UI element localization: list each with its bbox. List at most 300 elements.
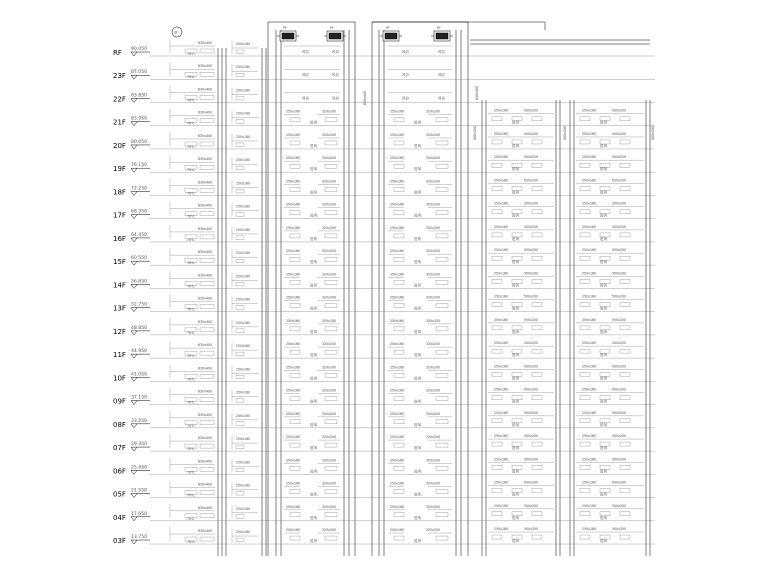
inlet-label: 进风 (512, 306, 520, 311)
floor-elevation: 60.550 (131, 256, 148, 262)
size-label: 500x200 (612, 294, 627, 299)
inlet-label: 进风 (310, 120, 318, 125)
floor-label: 22F (113, 95, 126, 104)
floor-label: 14F (113, 281, 126, 290)
damper-box (620, 372, 630, 376)
inlet-label: 进风 (512, 213, 520, 218)
size-label: 250x160 (286, 528, 301, 533)
size-label: 320x200 (426, 318, 441, 323)
floor-label: 11F (113, 351, 126, 360)
size-label: 250x160 (236, 413, 251, 418)
inlet-label: 进风 (414, 515, 422, 520)
size-label: 250x160 (236, 390, 251, 395)
size-label: 500x200 (524, 527, 539, 532)
duct-size-label: 630x400 (198, 529, 213, 534)
size-label: 250x160 (236, 111, 251, 116)
size-label: 500x200 (612, 387, 627, 392)
inlet-label: 进风 (512, 539, 520, 544)
damper-box (580, 465, 590, 469)
inlet-label: 进风 (310, 306, 318, 311)
floor-label: 12F (113, 327, 126, 336)
damper-box (436, 350, 448, 354)
damper-box (236, 329, 244, 333)
damper-box (580, 140, 590, 144)
elevation-marker (131, 354, 137, 358)
size-label: 250x160 (286, 504, 301, 509)
size-label: 500x200 (524, 271, 539, 276)
damper-box (394, 490, 404, 494)
size-label: 250x160 (582, 271, 597, 276)
damper-box (200, 188, 214, 192)
size-label: 320x200 (322, 202, 337, 207)
damper-box (325, 373, 337, 377)
inlet-label: 进风 (512, 167, 520, 172)
damper-box (325, 490, 337, 494)
inlet-label: 进风 (600, 353, 608, 358)
riser-label: 风井 (402, 50, 410, 54)
damper-box (236, 73, 244, 77)
size-label: 320x200 (322, 179, 337, 184)
size-label: 250x160 (390, 202, 405, 207)
size-label: 250x160 (582, 224, 597, 229)
duct-size-label: 630x400 (198, 180, 213, 185)
size-label: 320x200 (426, 342, 441, 347)
size-label: 320x200 (322, 528, 337, 533)
size-label: 250x160 (494, 364, 509, 369)
floor-elevation: 52.750 (131, 302, 148, 308)
damper-label: 70℃ (187, 98, 195, 103)
size-label: 250x160 (286, 342, 301, 347)
duct-size-label: 630x400 (198, 41, 213, 45)
duct-size-label: 630x400 (198, 87, 213, 92)
floor-elevation: 13.750 (131, 535, 148, 541)
size-label: 250x160 (390, 435, 405, 440)
size-label: 250x160 (494, 178, 509, 183)
floor-label: 03F (113, 537, 126, 546)
damper-box (236, 259, 244, 263)
damper-box (200, 537, 214, 541)
damper-box (236, 166, 244, 170)
damper-label: 70℃ (187, 284, 195, 289)
size-label: 250x160 (390, 132, 405, 137)
damper-label: 70℃ (187, 191, 195, 196)
riser-label: 风井 (332, 73, 340, 78)
size-label: 500x200 (524, 410, 539, 415)
damper-box (436, 118, 448, 122)
size-label: 250x160 (582, 410, 597, 415)
elevation-marker (131, 238, 137, 242)
elevation-marker (131, 98, 137, 102)
size-label: 250x160 (582, 201, 597, 206)
damper-box (394, 466, 404, 470)
damper-box (532, 140, 542, 144)
inlet-label: 进风 (414, 213, 422, 218)
duct-size-label: 630x400 (198, 389, 213, 394)
damper-box (290, 373, 300, 377)
damper-box (436, 373, 448, 377)
size-label: 500x200 (612, 410, 627, 415)
elevation-marker (131, 331, 137, 335)
damper-box (436, 490, 448, 494)
size-label: 320x200 (426, 504, 441, 509)
damper-box (200, 421, 214, 425)
size-label: 250x160 (582, 108, 597, 113)
damper-box (620, 535, 630, 539)
elevation-marker (131, 122, 137, 126)
inlet-label: 进风 (414, 167, 422, 172)
floor-elevation: 68.350 (131, 209, 148, 215)
damper-label: 70℃ (187, 516, 195, 521)
inlet-label: 进风 (310, 143, 318, 148)
inlet-label: 进风 (512, 120, 520, 125)
elevation-marker (131, 447, 137, 451)
inlet-label: 进风 (512, 236, 520, 241)
size-label: 320x200 (322, 225, 337, 230)
floor-label: 21F (113, 118, 126, 127)
damper-box (236, 120, 244, 124)
size-label: 500x200 (612, 178, 627, 183)
damper-box (492, 117, 502, 121)
damper-box (236, 538, 244, 542)
size-label: 250x160 (390, 179, 405, 184)
damper-box (436, 257, 448, 261)
size-label: 500x200 (524, 294, 539, 299)
size-label: 320x200 (426, 388, 441, 393)
damper-box (436, 304, 448, 308)
damper-box (290, 304, 300, 308)
size-label: 500x200 (524, 131, 539, 136)
damper-box (620, 465, 630, 469)
damper-label: 70℃ (187, 493, 195, 498)
damper-label: 70℃ (187, 121, 195, 126)
size-label: 500x200 (612, 503, 627, 508)
fan-tag: PY (386, 26, 390, 30)
damper-box (580, 349, 590, 353)
size-label: 320x200 (426, 156, 441, 161)
size-label: 250x160 (286, 132, 301, 137)
size-label: 320x200 (322, 156, 337, 161)
duct-size-label: 630x400 (198, 319, 213, 324)
floor-label: 10F (113, 374, 126, 383)
size-label: 250x160 (390, 109, 405, 114)
damper-box (580, 117, 590, 121)
size-label: 250x160 (494, 108, 509, 113)
damper-box (236, 399, 244, 403)
fan-impeller (436, 33, 448, 39)
damper-box (236, 445, 244, 449)
damper-box (394, 164, 404, 168)
damper-box (394, 257, 404, 261)
damper-box (532, 512, 542, 516)
floor-label: 07F (113, 444, 126, 453)
duct-size-label: 630x400 (198, 366, 213, 371)
size-label: 320x200 (426, 365, 441, 370)
damper-box (325, 513, 337, 517)
fan-tag: PY (283, 26, 287, 30)
damper-box (532, 535, 542, 539)
floor-elevation: 76.150 (131, 163, 148, 169)
damper-box (236, 236, 244, 240)
fan-tag: PY (330, 26, 334, 30)
size-label: 320x200 (426, 435, 441, 440)
damper-box (200, 305, 214, 309)
size-label: 320x200 (322, 318, 337, 323)
size-label: 500x200 (612, 480, 627, 485)
damper-label: 70℃ (187, 214, 195, 219)
size-label: 500x200 (524, 457, 539, 462)
damper-box (532, 489, 542, 493)
damper-box (290, 141, 300, 145)
size-label: 500x200 (524, 248, 539, 253)
damper-box (580, 372, 590, 376)
damper-box (532, 326, 542, 330)
damper-box (394, 141, 404, 145)
duct-size-label: 630x400 (198, 250, 213, 255)
damper-box (436, 513, 448, 517)
damper-box (492, 326, 502, 330)
size-label: 250x160 (390, 528, 405, 533)
size-label: 250x160 (582, 457, 597, 462)
inlet-label: 进风 (512, 446, 520, 451)
elevation-marker (131, 52, 137, 56)
damper-box (325, 304, 337, 308)
size-label: 500x200 (524, 503, 539, 508)
damper-box (394, 234, 404, 238)
damper-box (290, 536, 300, 540)
floor-elevation: 83.950 (131, 116, 148, 122)
damper-label: 70℃ (187, 354, 195, 359)
damper-box (532, 396, 542, 400)
damper-box (236, 468, 244, 472)
damper-box (290, 420, 300, 424)
damper-label: 70℃ (187, 423, 195, 428)
damper-box (236, 282, 244, 286)
floor-elevation: 44.950 (131, 349, 148, 355)
size-label: 250x160 (236, 506, 251, 511)
size-label: 320x200 (426, 528, 441, 533)
size-label: 500x200 (612, 341, 627, 346)
damper-box (620, 442, 630, 446)
size-label: 500x200 (612, 457, 627, 462)
damper-box (436, 420, 448, 424)
elevation-marker (131, 261, 137, 265)
damper-box (325, 443, 337, 447)
damper-box (325, 397, 337, 401)
damper-box (580, 233, 590, 237)
inlet-label: 进风 (414, 306, 422, 311)
size-label: 250x160 (390, 318, 405, 323)
damper-box (394, 420, 404, 424)
damper-box (325, 118, 337, 122)
size-label: 250x160 (286, 249, 301, 254)
inlet-label: 进风 (310, 492, 318, 497)
damper-box (290, 211, 300, 215)
size-label: 250x160 (582, 341, 597, 346)
size-label: 320x200 (426, 249, 441, 254)
size-label: 250x160 (582, 527, 597, 532)
size-label: 250x160 (582, 178, 597, 183)
inlet-label: 进风 (414, 446, 422, 451)
damper-box (492, 535, 502, 539)
damper-box (580, 256, 590, 260)
damper-box (620, 233, 630, 237)
duct-size-label: 630x400 (198, 412, 213, 417)
elevation-marker (131, 168, 137, 172)
damper-box (532, 210, 542, 214)
damper-label: 70℃ (187, 377, 195, 382)
size-label: 320x200 (426, 109, 441, 114)
damper-box (436, 466, 448, 470)
inlet-label: 进风 (414, 539, 422, 544)
damper-box (200, 95, 214, 99)
damper-box (325, 211, 337, 215)
size-label: 500x200 (524, 387, 539, 392)
damper-box (580, 326, 590, 330)
elevation-marker (131, 377, 137, 381)
floor-label: 08F (113, 420, 126, 429)
damper-box (580, 512, 590, 516)
inlet-label: 进风 (600, 539, 608, 544)
size-label: 250x160 (494, 131, 509, 136)
size-label: 250x160 (286, 156, 301, 161)
damper-box (325, 187, 337, 191)
damper-box (325, 420, 337, 424)
damper-box (532, 419, 542, 423)
damper-box (492, 512, 502, 516)
size-label: 500x200 (612, 434, 627, 439)
inlet-label: 进风 (512, 492, 520, 497)
fan-impeller (385, 33, 397, 39)
damper-box (200, 258, 214, 262)
riser-label: 风井 (332, 50, 340, 54)
inlet-label: 进风 (600, 306, 608, 311)
inlet-label: 进风 (600, 422, 608, 427)
size-label: 250x160 (236, 134, 251, 139)
inlet-label: 进风 (600, 515, 608, 520)
size-label: 250x160 (582, 387, 597, 392)
size-label: 250x160 (286, 179, 301, 184)
inlet-label: 进风 (310, 283, 318, 288)
damper-box (200, 212, 214, 216)
damper-box (436, 187, 448, 191)
size-label: 250x160 (286, 109, 301, 114)
damper-box (580, 419, 590, 423)
damper-box (492, 303, 502, 307)
riser-label: 风井 (438, 50, 446, 54)
size-label: 500x200 (612, 131, 627, 136)
inlet-label: 进风 (512, 399, 520, 404)
damper-box (436, 164, 448, 168)
size-label: 250x160 (390, 411, 405, 416)
size-label: 250x160 (236, 251, 251, 256)
inlet-label: 进风 (414, 469, 422, 474)
inlet-label: 进风 (310, 515, 318, 520)
floor-elevation: 90.050 (131, 47, 148, 52)
size-label: 250x160 (236, 483, 251, 488)
damper-box (325, 327, 337, 331)
damper-box (492, 140, 502, 144)
size-label: 500x200 (612, 364, 627, 369)
damper-box (290, 164, 300, 168)
elevation-marker (131, 145, 137, 149)
riser-label: 风井 (302, 96, 310, 101)
damper-box (580, 279, 590, 283)
damper-box (394, 327, 404, 331)
size-label: 320x200 (426, 202, 441, 207)
inlet-label: 进风 (600, 213, 608, 218)
damper-box (620, 163, 630, 167)
inlet-label: 进风 (512, 515, 520, 520)
damper-box (325, 257, 337, 261)
damper-box (236, 50, 244, 54)
inlet-label: 进风 (414, 353, 422, 358)
damper-label: 70℃ (187, 470, 195, 475)
damper-box (620, 186, 630, 190)
inlet-label: 进风 (600, 469, 608, 474)
elevation-marker (131, 517, 137, 521)
inlet-label: 进风 (310, 167, 318, 172)
inlet-label: 进风 (600, 260, 608, 265)
duct-size-label: 630x400 (198, 157, 213, 162)
duct-size-label: 630x400 (475, 85, 479, 100)
size-label: 250x160 (390, 272, 405, 277)
size-label: 320x200 (322, 109, 337, 114)
size-label: 250x160 (236, 88, 251, 93)
damper-box (290, 118, 300, 122)
damper-box (620, 489, 630, 493)
size-label: 250x160 (582, 248, 597, 253)
duct-size-label: 630x400 (198, 133, 213, 138)
damper-box (200, 235, 214, 239)
damper-box (200, 142, 214, 146)
damper-box (200, 514, 214, 518)
floor-label: 09F (113, 397, 126, 406)
damper-box (236, 352, 244, 356)
size-label: 500x200 (524, 155, 539, 160)
damper-box (200, 491, 214, 495)
duct-size-label: 630x400 (198, 296, 213, 301)
elevation-marker (131, 424, 137, 428)
size-label: 500x200 (524, 201, 539, 206)
size-label: 250x160 (582, 364, 597, 369)
size-label: 250x160 (390, 156, 405, 161)
damper-box (394, 397, 404, 401)
size-label: 250x160 (286, 388, 301, 393)
damper-box (290, 513, 300, 517)
size-label: 500x200 (612, 527, 627, 532)
roof-fan-tag: SF (174, 30, 178, 35)
damper-box (436, 141, 448, 145)
size-label: 500x200 (612, 248, 627, 253)
damper-box (492, 233, 502, 237)
floor-elevation: 17.650 (131, 511, 148, 517)
duct-size-label: 630x400 (198, 273, 213, 278)
damper-box (580, 396, 590, 400)
damper-box (325, 234, 337, 238)
damper-box (620, 210, 630, 214)
size-label: 250x160 (390, 481, 405, 486)
damper-box (325, 536, 337, 540)
size-label: 250x160 (582, 480, 597, 485)
floor-elevation: 29.350 (131, 442, 148, 448)
size-label: 320x200 (426, 481, 441, 486)
inlet-label: 进风 (414, 492, 422, 497)
damper-box (236, 422, 244, 426)
damper-label: 70℃ (187, 447, 195, 452)
riser-label: 风井 (438, 96, 446, 101)
size-label: 250x160 (236, 181, 251, 186)
inlet-label: 进风 (512, 143, 520, 148)
